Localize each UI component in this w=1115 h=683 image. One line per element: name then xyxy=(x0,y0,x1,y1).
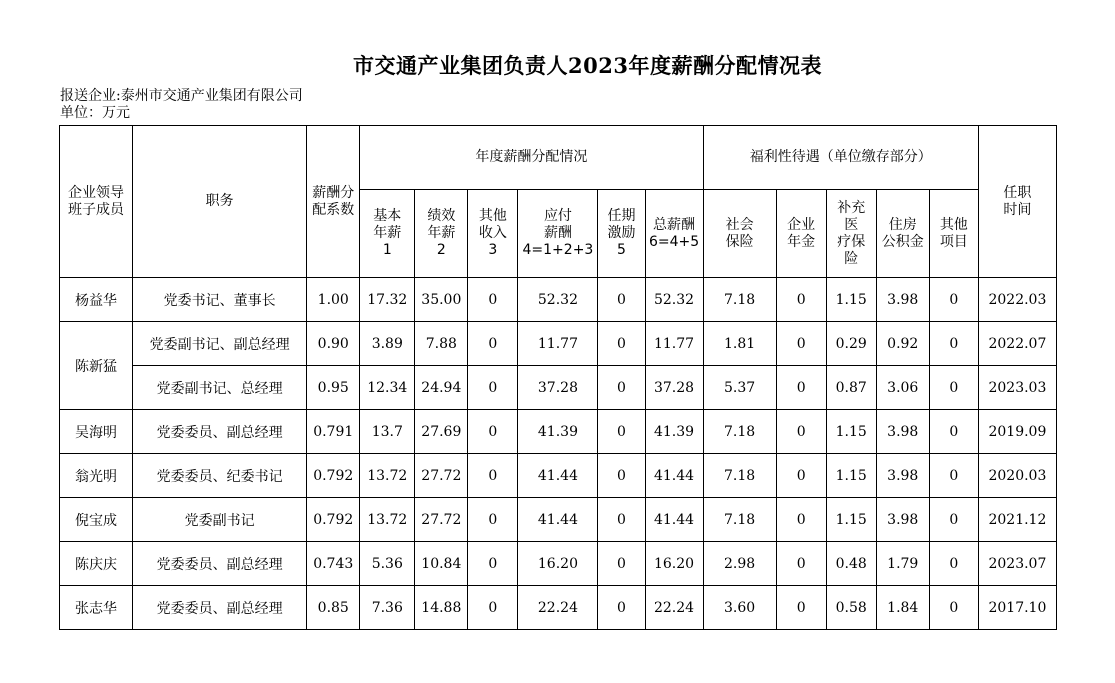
cell-base: 3.89 xyxy=(360,322,415,366)
cell-housing: 3.06 xyxy=(876,366,929,410)
cell-other-item: 0 xyxy=(929,366,978,410)
table-row xyxy=(60,586,1057,630)
cell-tenure: 2017.10 xyxy=(978,586,1056,630)
cell-perf: 7.88 xyxy=(415,322,468,366)
document-title: 市交通产业集团负责人2023年度薪酬分配情况表 xyxy=(353,53,822,78)
cell-housing: 3.98 xyxy=(876,454,929,498)
cell-other: 0 xyxy=(468,454,518,498)
cell-perf: 14.88 xyxy=(415,586,468,630)
cell-name: 杨益华 xyxy=(60,278,133,322)
cell-total: 22.24 xyxy=(645,586,703,630)
cell-housing: 3.98 xyxy=(876,410,929,454)
cell-other-item: 0 xyxy=(929,454,978,498)
cell-name: 吴海明 xyxy=(60,410,133,454)
cell-annuity: 0 xyxy=(776,586,826,630)
cell-coef: 0.792 xyxy=(307,454,360,498)
cell-base: 13.72 xyxy=(360,454,415,498)
cell-coef: 0.95 xyxy=(307,366,360,410)
cell-other: 0 xyxy=(468,586,518,630)
table-row xyxy=(60,542,1057,586)
cell-perf: 27.72 xyxy=(415,454,468,498)
cell-annuity: 0 xyxy=(776,278,826,322)
cell-base: 17.32 xyxy=(360,278,415,322)
cell-coef: 0.90 xyxy=(307,322,360,366)
cell-social: 5.37 xyxy=(703,366,776,410)
cell-payable: 41.39 xyxy=(518,410,598,454)
cell-tenure: 2021.12 xyxy=(978,498,1056,542)
cell-position: 党委委员、副总经理 xyxy=(133,542,307,586)
header-performance: 绩效 年薪 2 xyxy=(415,190,468,278)
cell-name: 陈庆庆 xyxy=(60,542,133,586)
cell-perf: 27.72 xyxy=(415,498,468,542)
cell-coef: 1.00 xyxy=(307,278,360,322)
cell-tenure: 2022.07 xyxy=(978,322,1056,366)
cell-tenure: 2020.03 xyxy=(978,454,1056,498)
table-row xyxy=(60,322,1057,366)
cell-other-item: 0 xyxy=(929,278,978,322)
cell-annuity: 0 xyxy=(776,542,826,586)
cell-housing: 3.98 xyxy=(876,498,929,542)
cell-other-item: 0 xyxy=(929,542,978,586)
cell-total: 16.20 xyxy=(645,542,703,586)
cell-base: 13.7 xyxy=(360,410,415,454)
cell-perf: 10.84 xyxy=(415,542,468,586)
cell-base: 7.36 xyxy=(360,586,415,630)
cell-other: 0 xyxy=(468,322,518,366)
cell-base: 12.34 xyxy=(360,366,415,410)
cell-other: 0 xyxy=(468,498,518,542)
header-payable: 应付 薪酬 4=1+2+3 xyxy=(518,190,598,278)
cell-tenure: 2022.03 xyxy=(978,278,1056,322)
cell-tenure: 2023.03 xyxy=(978,366,1056,410)
cell-social: 7.18 xyxy=(703,498,776,542)
unit-label: 单位：万元 xyxy=(60,105,130,121)
cell-housing: 1.79 xyxy=(876,542,929,586)
header-welfare-group: 福利性待遇（单位缴存部分） xyxy=(703,126,978,190)
cell-social: 2.98 xyxy=(703,542,776,586)
cell-total: 41.44 xyxy=(645,498,703,542)
cell-medical: 1.15 xyxy=(826,278,876,322)
cell-name: 倪宝成 xyxy=(60,498,133,542)
cell-term: 0 xyxy=(598,498,645,542)
salary-table xyxy=(59,125,1057,630)
header-other-item: 其他 项目 xyxy=(929,190,978,278)
header-tenure: 任职 时间 xyxy=(978,126,1056,278)
table-row xyxy=(60,498,1057,542)
cell-base: 5.36 xyxy=(360,542,415,586)
cell-coef: 0.743 xyxy=(307,542,360,586)
cell-medical: 1.15 xyxy=(826,410,876,454)
cell-name: 陈新猛 xyxy=(60,322,133,410)
header-base: 基本 年薪 1 xyxy=(360,190,415,278)
cell-position: 党委副书记 xyxy=(133,498,307,542)
header-position: 职务 xyxy=(133,126,307,278)
cell-term: 0 xyxy=(598,454,645,498)
cell-housing: 1.84 xyxy=(876,586,929,630)
cell-other: 0 xyxy=(468,366,518,410)
reporting-company: 报送企业:泰州市交通产业集团有限公司 xyxy=(60,88,303,104)
cell-other-item: 0 xyxy=(929,586,978,630)
cell-base: 13.72 xyxy=(360,498,415,542)
cell-other-item: 0 xyxy=(929,498,978,542)
cell-other-item: 0 xyxy=(929,410,978,454)
cell-total: 41.44 xyxy=(645,454,703,498)
cell-social: 3.60 xyxy=(703,586,776,630)
cell-payable: 41.44 xyxy=(518,498,598,542)
cell-annuity: 0 xyxy=(776,454,826,498)
cell-medical: 1.15 xyxy=(826,454,876,498)
cell-medical: 0.29 xyxy=(826,322,876,366)
table-row xyxy=(60,366,1057,410)
cell-payable: 52.32 xyxy=(518,278,598,322)
cell-term: 0 xyxy=(598,322,645,366)
cell-position: 党委书记、董事长 xyxy=(133,278,307,322)
cell-term: 0 xyxy=(598,410,645,454)
cell-medical: 0.48 xyxy=(826,542,876,586)
cell-annuity: 0 xyxy=(776,410,826,454)
cell-term: 0 xyxy=(598,278,645,322)
cell-other-item: 0 xyxy=(929,322,978,366)
cell-total: 52.32 xyxy=(645,278,703,322)
cell-social: 7.18 xyxy=(703,278,776,322)
cell-name: 张志华 xyxy=(60,586,133,630)
cell-total: 37.28 xyxy=(645,366,703,410)
cell-term: 0 xyxy=(598,366,645,410)
cell-payable: 41.44 xyxy=(518,454,598,498)
cell-housing: 3.98 xyxy=(876,278,929,322)
header-medical: 补充 医 疗保 险 xyxy=(826,190,876,278)
cell-position: 党委委员、纪委书记 xyxy=(133,454,307,498)
cell-social: 1.81 xyxy=(703,322,776,366)
cell-annuity: 0 xyxy=(776,498,826,542)
cell-total: 41.39 xyxy=(645,410,703,454)
cell-housing: 0.92 xyxy=(876,322,929,366)
cell-term: 0 xyxy=(598,542,645,586)
cell-name: 翁光明 xyxy=(60,454,133,498)
cell-payable: 16.20 xyxy=(518,542,598,586)
cell-social: 7.18 xyxy=(703,410,776,454)
cell-annuity: 0 xyxy=(776,322,826,366)
cell-coef: 0.85 xyxy=(307,586,360,630)
cell-payable: 22.24 xyxy=(518,586,598,630)
cell-perf: 35.00 xyxy=(415,278,468,322)
header-member: 企业领导 班子成员 xyxy=(60,126,133,278)
cell-medical: 1.15 xyxy=(826,498,876,542)
cell-payable: 37.28 xyxy=(518,366,598,410)
cell-other: 0 xyxy=(468,278,518,322)
header-annual-group: 年度薪酬分配情况 xyxy=(360,126,703,190)
cell-total: 11.77 xyxy=(645,322,703,366)
cell-coef: 0.791 xyxy=(307,410,360,454)
cell-position: 党委委员、副总经理 xyxy=(133,410,307,454)
header-annuity: 企业 年金 xyxy=(776,190,826,278)
cell-tenure: 2019.09 xyxy=(978,410,1056,454)
header-social-insurance: 社会 保险 xyxy=(703,190,776,278)
header-housing: 住房 公积金 xyxy=(876,190,929,278)
cell-coef: 0.792 xyxy=(307,498,360,542)
cell-perf: 24.94 xyxy=(415,366,468,410)
cell-other: 0 xyxy=(468,542,518,586)
table-row xyxy=(60,410,1057,454)
cell-social: 7.18 xyxy=(703,454,776,498)
header-term-incentive: 任期 激励 5 xyxy=(598,190,645,278)
cell-other: 0 xyxy=(468,410,518,454)
cell-medical: 0.58 xyxy=(826,586,876,630)
table-row xyxy=(60,278,1057,322)
header-coefficient: 薪酬分 配系数 xyxy=(307,126,360,278)
cell-position: 党委副书记、副总经理 xyxy=(133,322,307,366)
cell-annuity: 0 xyxy=(776,366,826,410)
table-row xyxy=(60,454,1057,498)
cell-medical: 0.87 xyxy=(826,366,876,410)
header-other-income: 其他 收入 3 xyxy=(468,190,518,278)
cell-payable: 11.77 xyxy=(518,322,598,366)
cell-term: 0 xyxy=(598,586,645,630)
cell-perf: 27.69 xyxy=(415,410,468,454)
cell-tenure: 2023.07 xyxy=(978,542,1056,586)
header-total: 总薪酬 6=4+5 xyxy=(645,190,703,278)
cell-position: 党委委员、副总经理 xyxy=(133,586,307,630)
cell-position: 党委副书记、总经理 xyxy=(133,366,307,410)
